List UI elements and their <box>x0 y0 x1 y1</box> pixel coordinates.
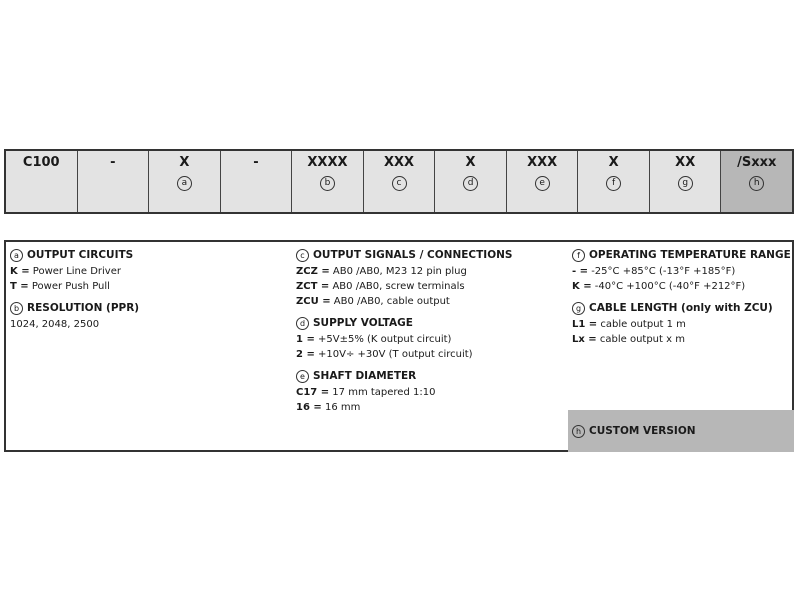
marker-f: f <box>572 249 585 262</box>
item-key: Lx = <box>572 334 597 345</box>
item-text: AB0 /AB0, cable output <box>330 296 450 307</box>
section-temperature <box>572 248 794 294</box>
code-text: XXX <box>383 155 415 170</box>
legend-column-1 <box>10 248 290 339</box>
list-item <box>296 400 566 415</box>
item-key: ZCT = <box>296 281 330 292</box>
list-item <box>296 279 566 294</box>
item-text: 17 mm tapered 1:10 <box>329 387 436 398</box>
item-key: ZCZ = <box>296 266 330 277</box>
code-text: - <box>110 155 116 170</box>
list-item <box>296 332 566 347</box>
section-title-text: CABLE LENGTH (only with ZCU) <box>589 302 773 314</box>
marker-c: c <box>296 249 309 262</box>
section-title-text: SUPPLY VOLTAGE <box>313 317 413 329</box>
list-item <box>296 294 566 309</box>
code-cell-shaft-diameter <box>507 151 579 212</box>
code-cell-temperature <box>578 151 650 212</box>
item-text: +5V±5% (K output circuit) <box>314 334 452 345</box>
section-title-text: OUTPUT CIRCUITS <box>27 249 134 261</box>
item-text: -25°C +85°C (-13°F +185°F) <box>588 266 736 277</box>
marker-g: g <box>572 302 585 315</box>
code-text: XXX <box>527 155 558 170</box>
section-title <box>572 301 794 316</box>
legend-column-2 <box>296 248 566 422</box>
section-supply-voltage <box>296 316 566 362</box>
item-key: T = <box>10 281 29 292</box>
marker-e: e <box>535 176 550 191</box>
section-title-text: SHAFT DIAMETER <box>313 370 417 382</box>
item-key: L1 = <box>572 319 598 330</box>
section-title <box>296 316 566 331</box>
section-custom-version <box>568 410 794 452</box>
item-text: 1024, 2048, 2500 <box>10 319 100 330</box>
item-text: +10V÷ +30V (T output circuit) <box>314 349 473 360</box>
section-title-text: OUTPUT SIGNALS / CONNECTIONS <box>313 249 513 261</box>
marker-f: f <box>606 176 621 191</box>
list-item <box>10 279 290 294</box>
item-key: 16 = <box>296 402 322 413</box>
list-item <box>572 317 794 332</box>
list-item <box>10 317 290 332</box>
code-cell-separator <box>221 151 293 212</box>
marker-e: e <box>296 370 309 383</box>
code-text: - <box>253 155 259 170</box>
code-cell-output-circuit <box>149 151 221 212</box>
list-item <box>296 347 566 362</box>
marker-g: g <box>678 176 693 191</box>
section-resolution <box>10 301 290 332</box>
section-title <box>10 301 290 316</box>
list-item <box>296 385 566 400</box>
marker-a: a <box>10 249 23 262</box>
section-output-circuits <box>10 248 290 294</box>
item-text: Power Line Driver <box>29 266 121 277</box>
section-title <box>572 248 794 263</box>
section-shaft-diameter <box>296 369 566 415</box>
item-key: C17 = <box>296 387 330 398</box>
code-text: C100 <box>22 155 60 170</box>
legend-column-3 <box>572 248 794 354</box>
code-cell-output-signals <box>364 151 436 212</box>
ordering-code-row <box>4 149 794 214</box>
item-key: K = <box>10 266 30 277</box>
item-text: cable output x m <box>596 334 685 345</box>
code-cell-separator <box>78 151 150 212</box>
section-output-signals <box>296 248 566 309</box>
list-item <box>296 264 566 279</box>
marker-b: b <box>320 176 335 191</box>
code-cell-custom <box>721 151 792 212</box>
code-text: XX <box>675 155 696 170</box>
code-text: /Sxxx <box>737 155 777 170</box>
section-title-text: CUSTOM VERSION <box>589 425 696 437</box>
legend-box <box>4 240 794 452</box>
section-title <box>296 248 566 263</box>
marker-d: d <box>463 176 478 191</box>
item-key: 1 = <box>296 334 315 345</box>
list-item <box>572 332 794 347</box>
marker-h: h <box>749 176 764 191</box>
item-text: AB0 /AB0, M23 12 pin plug <box>329 266 467 277</box>
list-item <box>572 279 794 294</box>
section-title-text: OPERATING TEMPERATURE RANGE <box>589 249 791 261</box>
code-text: XXXX <box>307 155 348 170</box>
code-text: X <box>465 155 476 170</box>
item-text: 16 mm <box>321 402 361 413</box>
code-cell-supply-voltage <box>435 151 507 212</box>
item-text: -40°C +100°C (-40°F +212°F) <box>591 281 746 292</box>
marker-h: h <box>572 425 585 438</box>
code-text: X <box>179 155 190 170</box>
section-cable-length <box>572 301 794 347</box>
item-key: - = <box>572 266 589 277</box>
code-text: X <box>608 155 619 170</box>
list-item <box>10 264 290 279</box>
code-cell-model <box>6 151 78 212</box>
code-cell-cable-length <box>650 151 722 212</box>
section-title-text: RESOLUTION (PPR) <box>27 302 140 314</box>
marker-c: c <box>392 176 407 191</box>
item-text: AB0 /AB0, screw terminals <box>329 281 465 292</box>
section-title <box>10 248 290 263</box>
item-text: cable output 1 m <box>597 319 686 330</box>
marker-a: a <box>177 176 192 191</box>
item-key: 2 = <box>296 349 315 360</box>
section-title <box>296 369 566 384</box>
marker-d: d <box>296 317 309 330</box>
item-key: K = <box>572 281 592 292</box>
code-cell-resolution <box>292 151 364 212</box>
list-item <box>572 264 794 279</box>
item-text: Power Push Pull <box>28 281 110 292</box>
marker-b: b <box>10 302 23 315</box>
item-key: ZCU = <box>296 296 331 307</box>
